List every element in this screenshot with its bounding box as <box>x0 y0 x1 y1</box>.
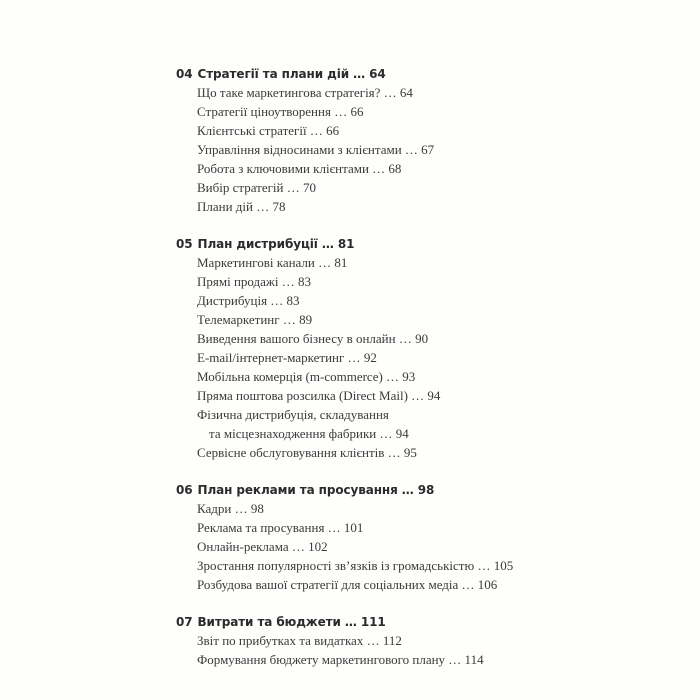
toc-entry: Формування бюджету маркетингового плану … 114 <box>197 652 484 667</box>
toc-entry: Звіт по прибутках та видатках … 112 <box>197 633 402 648</box>
toc-entry: Зростання популярності зв’язків із громадськістю … 105 <box>197 558 514 573</box>
toc-entry: Сервісне обслуговування клієнтів … 95 <box>197 445 417 460</box>
toc-section-04 <box>176 65 596 216</box>
toc-entry: Пряма поштова розсилка (Direct Mail) … 94 <box>197 388 441 403</box>
section-heading <box>176 613 596 631</box>
toc-entry: Що таке маркетингова стратегія? … 64 <box>197 85 413 100</box>
toc-entry: Телемаркетинг … 89 <box>197 312 313 327</box>
table-of-contents <box>176 65 596 688</box>
toc-entry: Вибір стратегій … 70 <box>197 180 316 195</box>
toc-entry: Розбудова вашої стратегії для соціальних медіа … 106 <box>197 577 498 592</box>
section-number: 04 <box>176 67 193 81</box>
section-number: 05 <box>176 237 193 251</box>
toc-entry: Онлайн-реклама … 102 <box>197 539 328 554</box>
toc-entry: Плани дій … 78 <box>197 199 286 214</box>
section-number: 06 <box>176 483 193 497</box>
toc-entry: Мобільна комерція (m-commerce) … 93 <box>197 369 416 384</box>
toc-section-07 <box>176 613 596 669</box>
section-heading <box>176 235 596 253</box>
toc-entry: Прямі продажі … 83 <box>197 274 312 289</box>
section-title: Витрати та бюджети … 111 <box>197 615 386 629</box>
toc-entry-continuation: та місцезнаходження фабрики … 94 <box>209 426 409 441</box>
toc-entry: Маркетингові канали … 81 <box>197 255 348 270</box>
toc-entry: Клієнтські стратегії … 66 <box>197 123 340 138</box>
section-heading <box>176 65 596 83</box>
section-title: План реклами та просування … 98 <box>197 483 435 497</box>
section-number: 07 <box>176 615 193 629</box>
toc-entry: Виведення вашого бізнесу в онлайн … 90 <box>197 331 429 346</box>
toc-entry-line: Фізична дистрибуція, складування <box>197 407 389 422</box>
toc-entry: Дистрибуція … 83 <box>197 293 300 308</box>
section-title: План дистрибуції … 81 <box>197 237 355 251</box>
toc-entry: E-mail/інтернет-маркетинг … 92 <box>197 350 377 365</box>
toc-entry: Стратегії ціноутворення … 66 <box>197 104 364 119</box>
toc-entry-multiline <box>176 405 596 443</box>
toc-entry: Управління відносинами з клієнтами … 67 <box>197 142 435 157</box>
section-title: Стратегії та плани дій … 64 <box>197 67 386 81</box>
toc-section-05 <box>176 235 596 462</box>
toc-entry: Реклама та просування … 101 <box>197 520 364 535</box>
toc-entry: Робота з ключовими клієнтами … 68 <box>197 161 402 176</box>
toc-section-06 <box>176 481 596 594</box>
section-heading <box>176 481 596 499</box>
toc-entry: Кадри … 98 <box>197 501 264 516</box>
